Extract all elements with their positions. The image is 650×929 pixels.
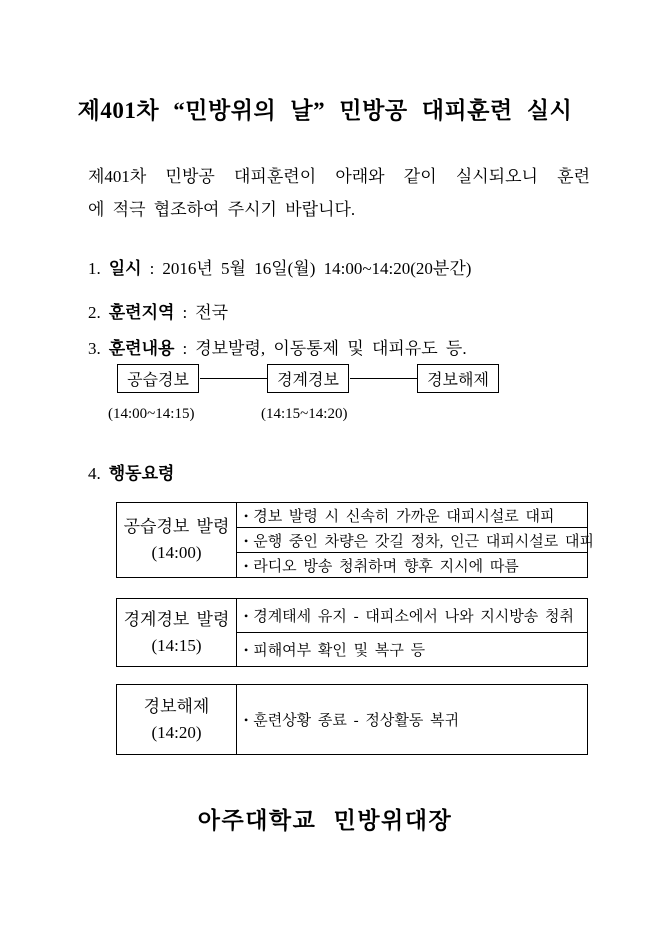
action-text: 경계태세 유지 - 대피소에서 나와 지시방송 청취 xyxy=(253,609,575,625)
table-row xyxy=(117,503,588,528)
item-colon: : xyxy=(182,303,188,322)
item-label: 훈련내용 xyxy=(108,339,175,358)
flow-time-2: (14:15~14:20) xyxy=(261,406,348,422)
table-row xyxy=(117,685,588,755)
signature: 아주대학교 민방위대장 xyxy=(197,808,453,833)
flow-box-all-clear: 경보해제 xyxy=(417,364,499,393)
item-colon: : xyxy=(182,339,188,358)
bullet-icon: • xyxy=(244,533,249,548)
item-number: 4. xyxy=(88,464,101,483)
action-cell xyxy=(237,633,588,667)
section-action-guideline-heading xyxy=(88,459,174,484)
flow-time-1: (14:00~14:15) xyxy=(108,406,195,422)
bullet-icon: • xyxy=(244,508,249,523)
item-content xyxy=(88,334,467,359)
item-number: 2. xyxy=(88,303,101,322)
item-number: 3. xyxy=(88,339,101,358)
item-value: 경보발령, 이동통제 및 대피유도 등. xyxy=(195,339,467,358)
stage-name: 공습경보 발령 xyxy=(123,517,230,536)
action-text: 운행 중인 차량은 갓길 정차, 인근 대피시설로 대피 xyxy=(253,533,595,550)
action-cell xyxy=(237,528,595,553)
intro-line-1: 제401차 민방공 대피훈련이 아래와 같이 실시되오니 훈련 xyxy=(88,167,590,186)
item-value: 2016년 5월 16일(월) 14:00~14:20(20분간) xyxy=(162,259,472,278)
bullet-icon: • xyxy=(244,558,249,573)
action-text: 피해여부 확인 및 복구 등 xyxy=(253,643,426,659)
item-number: 1. xyxy=(88,259,101,278)
action-text: 훈련상황 종료 - 정상활동 복귀 xyxy=(253,713,460,729)
action-cell xyxy=(237,553,588,578)
flow-box-watch-warning: 경계경보 xyxy=(267,364,349,393)
bullet-icon: • xyxy=(244,713,249,727)
table-row xyxy=(117,599,588,633)
action-cell xyxy=(237,685,588,755)
stage-cell xyxy=(117,503,237,578)
document-title: 제401차 “민방위의 날” 민방공 대피훈련 실시 xyxy=(77,98,573,123)
stage-cell xyxy=(117,685,237,755)
action-table-watch-warning xyxy=(116,598,588,667)
stage-cell xyxy=(117,599,237,667)
action-cell xyxy=(237,503,588,528)
bullet-icon: • xyxy=(244,643,249,657)
flow-connector xyxy=(200,378,267,379)
stage-time: (14:15) xyxy=(151,635,202,655)
item-region xyxy=(88,298,228,323)
action-table-all-clear xyxy=(116,684,588,755)
action-text: 라디오 방송 청취하며 향후 지시에 따름 xyxy=(253,558,519,575)
flow-connector xyxy=(350,378,417,379)
item-value: 전국 xyxy=(195,303,229,322)
intro-paragraph xyxy=(88,160,590,226)
stage-time: (14:20) xyxy=(151,722,202,742)
item-label: 일시 xyxy=(108,259,142,278)
item-label: 훈련지역 xyxy=(108,303,175,322)
alert-flow-diagram xyxy=(108,364,517,428)
action-table-air-raid xyxy=(116,502,595,578)
stage-name: 경계경보 발령 xyxy=(123,609,230,629)
item-datetime xyxy=(88,254,471,279)
stage-name: 경보해제 xyxy=(143,696,210,716)
item-colon: : xyxy=(149,259,155,278)
item-label: 행동요령 xyxy=(108,464,175,483)
intro-line-2: 에 적극 협조하여 주시기 바랍니다. xyxy=(88,200,356,219)
stage-time: (14:00) xyxy=(151,543,202,562)
action-text: 경보 발령 시 신속히 가까운 대피시설로 대피 xyxy=(253,508,555,525)
bullet-icon: • xyxy=(244,609,249,623)
flow-box-air-raid-warning: 공습경보 xyxy=(117,364,199,393)
action-cell xyxy=(237,599,588,633)
